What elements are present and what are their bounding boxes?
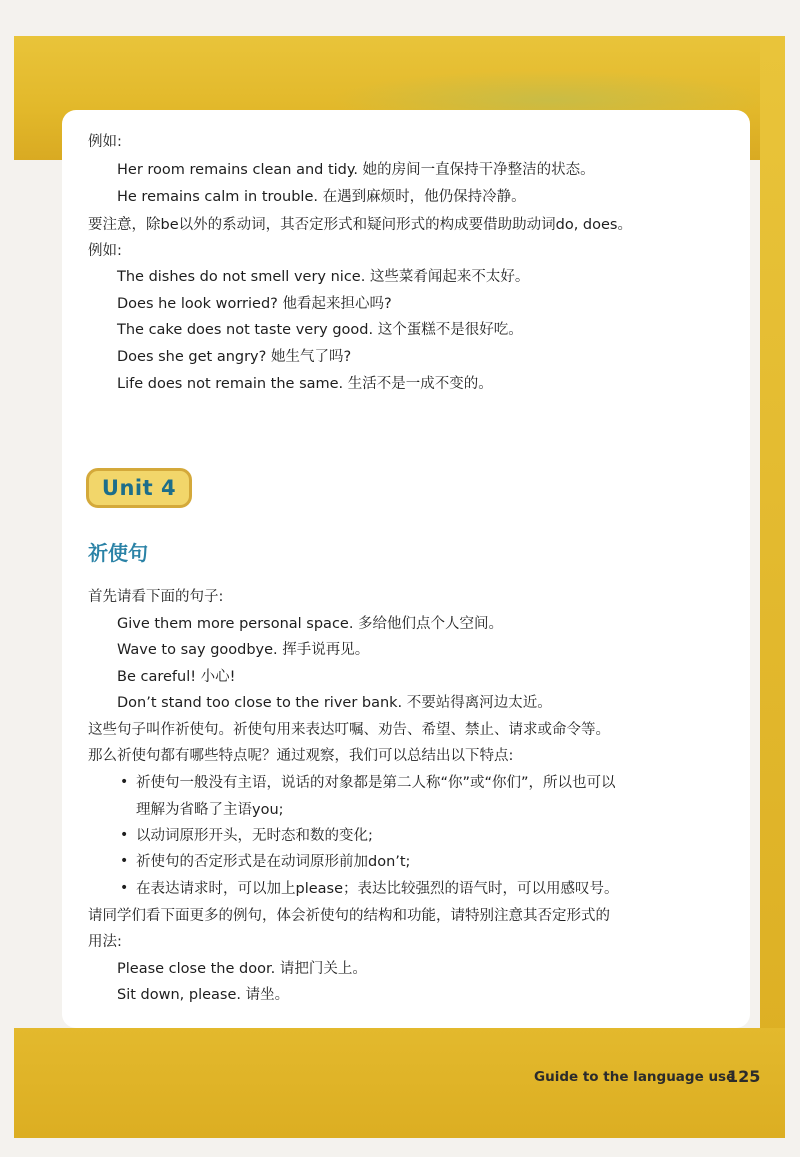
intro-label: 例如: <box>88 134 122 150</box>
bullet-marker: • <box>120 774 129 790</box>
closing-text: 用法: <box>88 934 122 950</box>
example-sentence: The dishes do not smell very nice. 这些菜肴闻起来不太好。 <box>117 269 530 285</box>
bullet-marker: • <box>120 880 129 896</box>
section-title: 祈使句 <box>88 541 148 565</box>
bullet-item: 在表达请求时，可以加上please；表达比较强烈的语气时，可以用感叹号。 <box>136 881 619 897</box>
example-sentence: The cake does not taste very good. 这个蛋糕不是很好吃。 <box>117 322 523 338</box>
example-sentence: He remains calm in trouble. 在遇到麻烦时，他仍保持冷静。 <box>117 189 526 205</box>
example-sentence: Don’t stand too close to the river bank. 不要站得离河边太近。 <box>117 695 552 711</box>
example-sentence: Does he look worried? 他看起来担心吗? <box>117 296 392 312</box>
intro-label: 例如: <box>88 243 122 259</box>
example-sentence: Please close the door. 请把门关上。 <box>117 961 367 977</box>
example-sentence: Give them more personal space. 多给他们点个人空间。 <box>117 616 504 632</box>
bullet-marker: • <box>120 827 129 843</box>
lead-text: 首先请看下面的句子: <box>88 589 224 605</box>
example-sentence: Be careful! 小心! <box>117 669 236 685</box>
bullet-item: 以动词原形开头，无时态和数的变化; <box>136 828 373 844</box>
bullet-item-continued: 理解为省略了主语you; <box>136 802 284 818</box>
explanation-text: 这些句子叫作祈使句。祈使句用来表达叮嘱、劝告、希望、禁止、请求或命令等。 <box>88 722 610 738</box>
example-sentence: Sit down, please. 请坐。 <box>117 987 290 1003</box>
closing-text: 请同学们看下面更多的例句，体会祈使句的结构和功能，请特别注意其否定形式的 <box>88 908 610 924</box>
unit-badge <box>86 468 192 508</box>
example-sentence: Wave to say goodbye. 挥手说再见。 <box>117 642 370 658</box>
example-sentence: Life does not remain the same. 生活不是一成不变的。 <box>117 376 493 392</box>
page-number: 125 <box>727 1067 761 1086</box>
right-decorative-band <box>760 36 785 1138</box>
footer-guide-label: Guide to the language use <box>534 1069 736 1085</box>
bullet-marker: • <box>120 853 129 869</box>
bullet-item: 祈使句一般没有主语，说话的对象都是第二人称“你”或“你们”，所以也可以 <box>136 775 616 791</box>
unit-badge-label: Unit 4 <box>101 476 177 500</box>
example-sentence: Does she get angry? 她生气了吗? <box>117 349 352 365</box>
explanation-text: 那么祈使句都有哪些特点呢？通过观察，我们可以总结出以下特点: <box>88 748 514 764</box>
grammar-note: 要注意，除be以外的系动词，其否定形式和疑问形式的构成要借助助动词do, does。 <box>88 217 632 233</box>
bullet-item: 祈使句的否定形式是在动词原形前加don’t; <box>136 854 411 870</box>
example-sentence: Her room remains clean and tidy. 她的房间一直保持干净整洁的状态。 <box>117 162 595 178</box>
